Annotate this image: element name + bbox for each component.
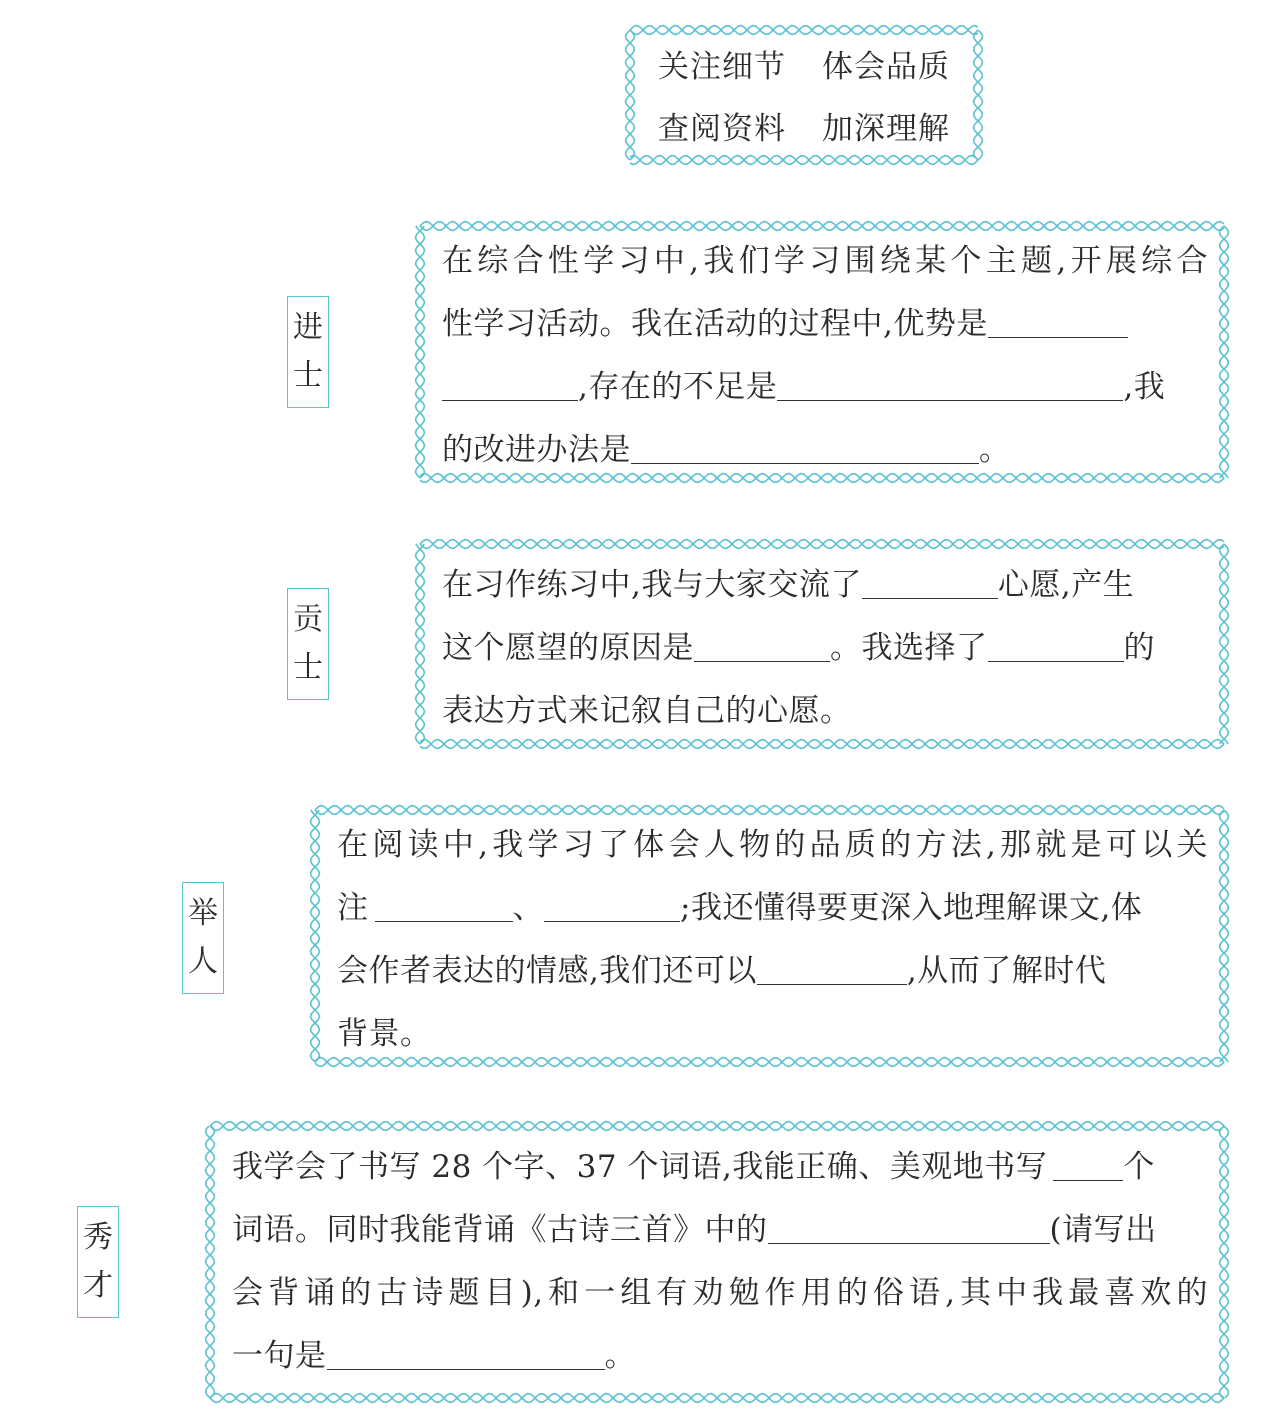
text: ,存在的不足是 [578, 369, 778, 405]
text: ;我还懂得要更深入地理解课文,体 [680, 890, 1143, 926]
text: 性学习活动。我在活动的过程中,优势是 [442, 306, 988, 342]
badge-char: 秀 [83, 1220, 113, 1255]
rank-badge-jinshi [287, 296, 329, 408]
text: (请写出 [1049, 1212, 1157, 1248]
text: ,我 [1123, 369, 1166, 405]
text: 会作者表达的情感,我们还可以 [337, 953, 757, 989]
text-line [232, 1262, 1208, 1324]
reflection-box-3 [307, 802, 1232, 1070]
badge-char: 士 [293, 358, 323, 393]
text-line [337, 1003, 1208, 1065]
answer-blank[interactable] [757, 958, 907, 985]
answer-blank[interactable] [544, 895, 680, 922]
answer-blank[interactable] [327, 1343, 605, 1370]
badge-char: 人 [188, 944, 218, 979]
text: 心愿,产生 [997, 567, 1135, 603]
text: 。 [979, 432, 1011, 468]
badge-char: 举 [188, 896, 218, 931]
text-line [337, 814, 1208, 876]
text-line [232, 1325, 1208, 1387]
header-label: 加深理解 [822, 111, 950, 147]
text-line [442, 680, 1208, 742]
answer-blank[interactable] [988, 311, 1128, 338]
text-line [442, 617, 1208, 679]
header-label: 查阅资料 [658, 111, 786, 147]
answer-blank[interactable] [631, 437, 979, 464]
text: 的改进办法是 [442, 432, 631, 468]
text-line [337, 877, 1208, 939]
badge-char: 才 [83, 1268, 113, 1303]
text: 、 [512, 890, 544, 926]
text: 注 [337, 890, 369, 926]
header-line-1 [622, 36, 986, 98]
text: 在综合性学习中,我们学习围绕某个主题,开展综合 [442, 243, 1208, 279]
text-line [337, 940, 1208, 1002]
answer-blank[interactable] [862, 572, 998, 599]
text: 背景。 [337, 1016, 432, 1052]
badge-char: 贡 [293, 602, 323, 637]
rank-badge-xiucai [77, 1206, 119, 1318]
text-line [442, 554, 1208, 616]
text: 。 [604, 1338, 636, 1374]
answer-blank[interactable] [375, 895, 513, 922]
text-line [232, 1136, 1208, 1198]
answer-blank[interactable] [777, 374, 1123, 401]
text: 这个愿望的原因是 [442, 630, 694, 666]
text-line [442, 293, 1208, 355]
answer-blank[interactable] [442, 374, 578, 401]
header-label: 关注细节 [658, 49, 786, 85]
answer-blank[interactable] [988, 635, 1124, 662]
rank-badge-juren [182, 882, 224, 994]
text: 的 [1123, 630, 1155, 666]
text-line [442, 230, 1208, 292]
text: 词语。同时我能背诵《古诗三首》中的 [232, 1212, 768, 1248]
text: 表达方式来记叙自己的心愿。 [442, 693, 852, 729]
reflection-box-1 [412, 218, 1232, 486]
rank-badge-gongshi [287, 588, 329, 700]
header-label: 体会品质 [822, 49, 950, 85]
reflection-box-2 [412, 536, 1232, 752]
reflection-box-4 [202, 1118, 1232, 1406]
text: ,从而了解时代 [906, 953, 1107, 989]
header-line-2 [622, 98, 986, 160]
text: 。我选择了 [830, 630, 988, 666]
text: 个 [1123, 1149, 1155, 1185]
text: 在阅读中,我学习了体会人物的品质的方法,那就是可以关 [337, 827, 1208, 863]
text: 我学会了书写 28 个字、37 个词语,我能正确、美观地书写 [232, 1149, 1048, 1185]
answer-blank[interactable] [768, 1217, 1050, 1244]
text: 在习作练习中,我与大家交流了 [442, 567, 862, 603]
badge-char: 进 [293, 310, 323, 345]
text-line [442, 356, 1208, 418]
text: 一句是 [232, 1338, 327, 1374]
badge-char: 士 [293, 650, 323, 685]
answer-blank[interactable] [1053, 1154, 1123, 1181]
answer-blank[interactable] [694, 635, 830, 662]
header-frame [622, 22, 986, 168]
text-line [232, 1199, 1208, 1261]
text-line [442, 419, 1208, 481]
text: 会背诵的古诗题目),和一组有劝勉作用的俗语,其中我最喜欢的 [232, 1275, 1208, 1311]
